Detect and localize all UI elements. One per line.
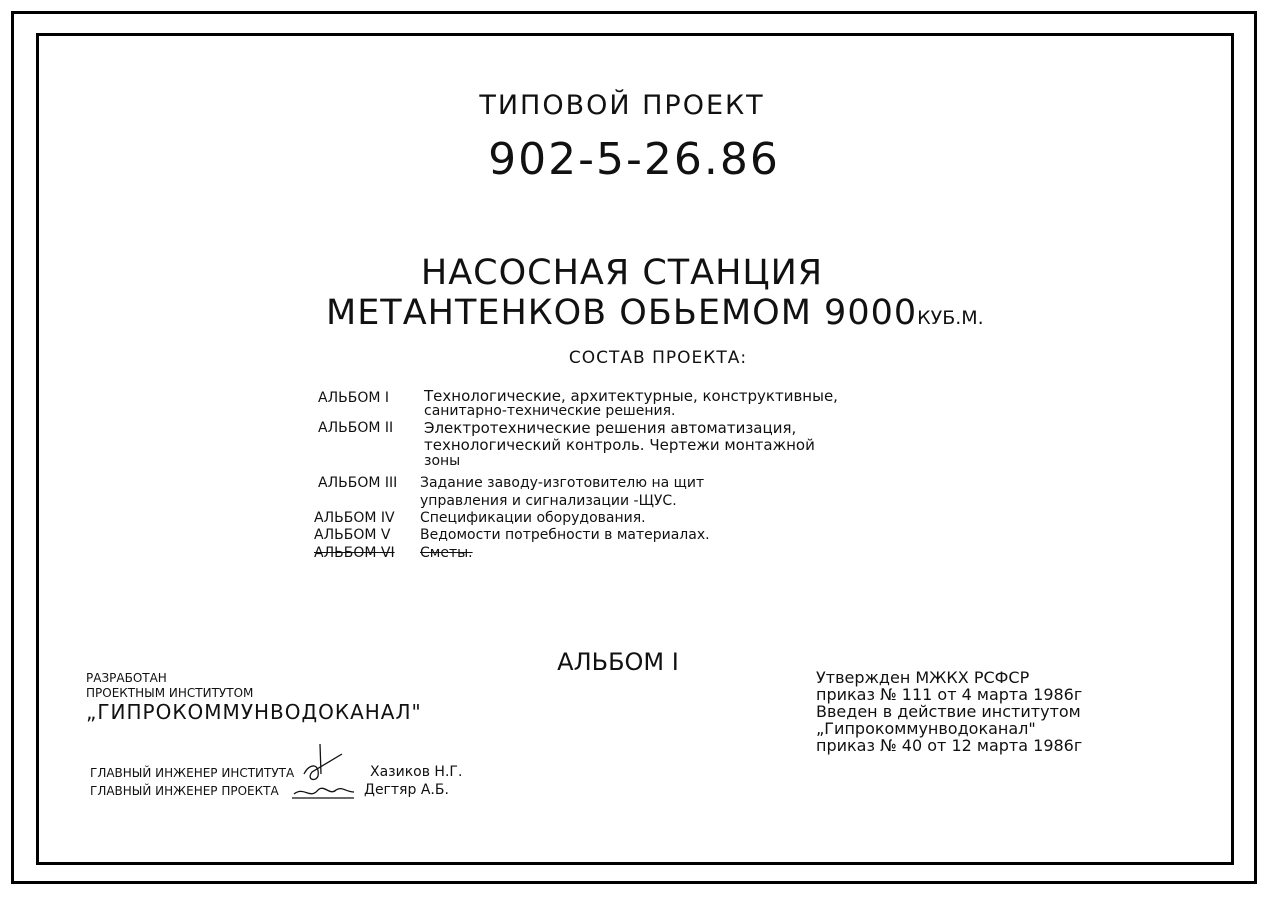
album-label: АЛЬБОМ V [314,527,391,543]
album-label: АЛЬБОМ III [318,475,398,491]
approval-block [816,669,1082,754]
signature-name: Дегтяр А.Б. [364,782,449,798]
album-description: Ведомости потребности в материалах. [420,527,710,543]
album-label: АЛЬБОМ IV [314,510,395,526]
approval-line3: Введен в действие институтом [816,702,1081,721]
developer-block [86,671,422,723]
project-title-line2 [326,293,984,333]
album-description: Электротехнические решения автоматизация, [424,419,797,437]
project-title-line1: НАСОСНАЯ СТАНЦИЯ [420,253,824,293]
album-description: управления и сигнализации -ЩУС. [420,493,677,509]
current-album-label: АЛЬБОМ I [557,648,679,676]
developer-line1: РАЗРАБОТАН [86,671,167,685]
project-number: 902-5-26.86 [488,134,780,185]
album-label: АЛЬБОМ II [318,420,394,436]
contents-heading: СОСТАВ ПРОЕКТА: [568,348,748,368]
album-description: Спецификации оборудования. [420,510,646,526]
signature-name: Хазиков Н.Г. [370,764,463,780]
album-description-struck: Сметы. [420,545,473,561]
signature-scribbles [290,740,370,802]
album-description: технологический контроль. Чертежи монтажной [424,436,815,454]
signature-role: ГЛАВНЫЙ ИНЖЕНЕР ИНСТИТУТА [90,766,295,780]
album-label-struck: АЛЬБОМ VI [314,545,395,561]
project-title-unit: КУБ.М. [917,307,984,329]
approval-line4: „Гипрокоммунводоканал" [816,719,1036,738]
album-description: Задание заводу-изготовителю на щит [420,475,705,491]
album-description: санитарно-технические решения. [424,403,676,419]
approval-line5: приказ № 40 от 12 марта 1986г [816,736,1083,755]
project-title-line2-text: МЕТАНТЕНКОВ ОБЬЕМОМ 9000 [326,293,918,333]
approval-line2: приказ № 111 от 4 марта 1986г [816,685,1083,704]
album-description: Технологические, архитектурные, конструктивные, [424,387,838,405]
signature-role: ГЛАВНЫЙ ИНЖЕНЕР ПРОЕКТА [90,784,279,798]
album-label: АЛЬБОМ I [318,390,389,406]
project-type-heading: ТИПОВОЙ ПРОЕКТ [479,90,765,121]
album-description: зоны [424,453,461,469]
approval-line1: Утвержден МЖКХ РСФСР [816,668,1030,687]
developer-org: „ГИПРОКОММУНВОДОКАНАЛ" [86,700,422,724]
developer-line2: ПРОЕКТНЫМ ИНСТИТУТОМ [86,686,254,700]
